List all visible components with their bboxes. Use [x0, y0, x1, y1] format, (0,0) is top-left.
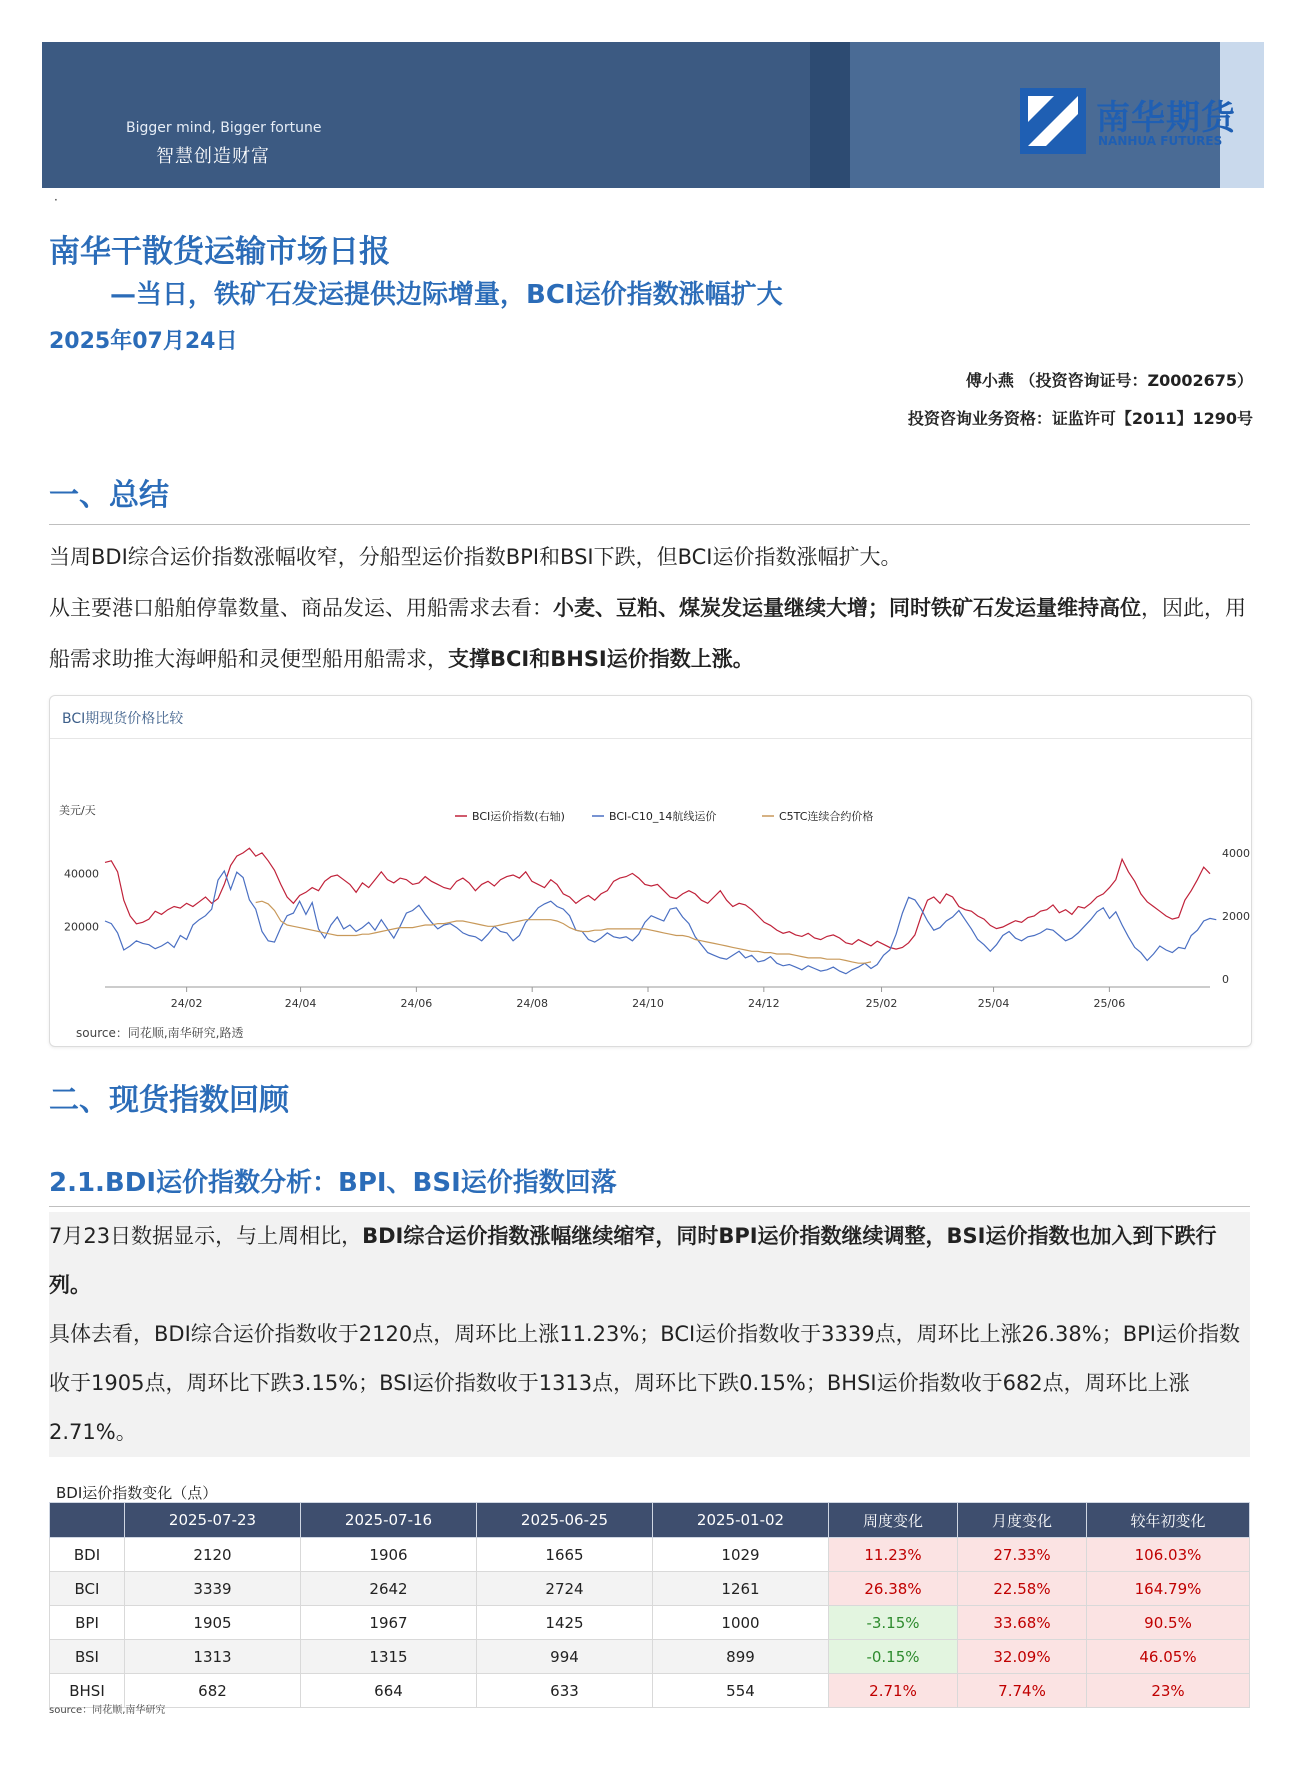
x-tick-label: 25/06 — [1093, 997, 1126, 1010]
table-cell: 664 — [301, 1674, 477, 1708]
chart-source: source：同花顺,南华研究,路透 — [76, 1026, 244, 1040]
summary-emphasis: 支撑BCI和BHSI运价指数上涨。 — [448, 647, 754, 671]
change-cell: 90.5% — [1087, 1606, 1250, 1640]
table-row — [50, 1606, 1250, 1640]
table-row — [50, 1572, 1250, 1606]
table-cell: 1029 — [653, 1538, 829, 1572]
row-label: BDI — [50, 1538, 125, 1572]
report-subtitle: —当日，铁矿石发运提供边际增量，BCI运价指数涨幅扩大 — [110, 280, 783, 310]
nanhua-logo-icon — [1020, 88, 1086, 154]
summary-text: ，因此，用船需求助推大海岬船和灵便型船用船需求， — [49, 596, 1246, 671]
table-cell: 1313 — [125, 1640, 301, 1674]
company-logo — [1020, 86, 1236, 156]
table-title: BDI运价指数变化（点） — [56, 1484, 218, 1502]
y-tick-label: 20000 — [64, 920, 99, 934]
table-cell: 1665 — [477, 1538, 653, 1572]
slogan-english: Bigger mind, Bigger fortune — [126, 120, 322, 136]
x-tick-label: 24/02 — [170, 997, 203, 1010]
row-label: BPI — [50, 1606, 125, 1640]
divider — [49, 524, 1250, 525]
author-info: 傅小燕 （投资咨询证号：Z0002675） — [965, 371, 1253, 390]
change-cell: 27.33% — [958, 1538, 1087, 1572]
section-heading-summary: 一、总结 — [49, 478, 169, 513]
change-cell: 32.09% — [958, 1640, 1087, 1674]
change-cell: 106.03% — [1087, 1538, 1250, 1572]
table-cell: 994 — [477, 1640, 653, 1674]
table-header-cell: 2025-07-16 — [301, 1503, 477, 1538]
table-header-cell: 月度变化 — [958, 1503, 1087, 1538]
x-tick-label: 24/06 — [400, 997, 433, 1010]
table-cell: 2724 — [477, 1572, 653, 1606]
logo-text-chinese: 南华期货 — [1096, 98, 1236, 138]
chart-panel-title: BCI期现货价格比较 — [62, 711, 184, 727]
change-cell: 33.68% — [958, 1606, 1087, 1640]
section-heading-spot-review: 二、现货指数回顾 — [49, 1083, 289, 1118]
change-cell: 2.71% — [829, 1674, 958, 1708]
summary-emphasis: 小麦、豆粕、煤炭发运量继续大增；同时铁矿石发运量维持高位 — [553, 596, 1141, 620]
table-header-cell: 2025-01-02 — [653, 1503, 829, 1538]
banner-stripe — [810, 42, 850, 188]
series-line — [256, 901, 871, 963]
table-cell: 899 — [653, 1640, 829, 1674]
logo-text-english: NANHUA FUTURES — [1098, 134, 1223, 148]
y2-tick-label: 4000 — [1222, 846, 1250, 860]
summary-line-1: 当周BDI综合运价指数涨幅收窄，分船型运价指数BPI和BSI下跌，但BCI运价指数涨幅扩大。 — [49, 545, 902, 569]
table-header-cell: 较年初变化 — [1087, 1503, 1250, 1538]
change-cell: 164.79% — [1087, 1572, 1250, 1606]
bdi-analysis-paragraph-2: 具体去看，BDI综合运价指数收于2120点，周环比上涨11.23%；BCI运价指数收于3339点，周环比上涨26.38%；BPI运价指数收于1905点，周环比下跌3.15%；BSI运价指数收于1313点，周环比下跌0.15%；BHSI运价指数收于682点，周环比上涨2.71%。 — [49, 1310, 1250, 1457]
table-cell: 3339 — [125, 1572, 301, 1606]
row-label: BSI — [50, 1640, 125, 1674]
table-header-cell — [50, 1503, 125, 1538]
bdi-index-table — [49, 1502, 1250, 1708]
table-cell: 682 — [125, 1674, 301, 1708]
table-cell: 2642 — [301, 1572, 477, 1606]
row-label: BHSI — [50, 1674, 125, 1708]
bci-line-chart — [50, 739, 1251, 1024]
table-row — [50, 1538, 1250, 1572]
table-header-cell: 2025-07-23 — [125, 1503, 301, 1538]
summary-paragraph — [49, 532, 1250, 685]
x-tick-label: 24/10 — [632, 997, 664, 1010]
table-source: source：同花顺,南华研究 — [49, 1705, 166, 1716]
table-cell: 1000 — [653, 1606, 829, 1640]
legend-label: C5TC连续合约价格 — [779, 810, 874, 823]
table-row — [50, 1674, 1250, 1708]
report-date: 2025年07月24日 — [49, 329, 238, 354]
summary-line-2 — [49, 583, 1250, 685]
y2-tick-label: 2000 — [1222, 909, 1250, 923]
change-cell: 23% — [1087, 1674, 1250, 1708]
table-cell: 2120 — [125, 1538, 301, 1572]
table-header-cell: 2025-06-25 — [477, 1503, 653, 1538]
change-cell: 11.23% — [829, 1538, 958, 1572]
analysis-text: 7月23日数据显示，与上周相比， — [49, 1224, 363, 1248]
series-line — [105, 848, 1210, 949]
sub-heading-bdi-analysis: 2.1.BDI运价指数分析：BPI、BSI运价指数回落 — [49, 1168, 617, 1198]
x-tick-label: 24/08 — [516, 997, 549, 1010]
legend-label: BCI-C10_14航线运价 — [609, 810, 717, 823]
slogan-chinese: 智慧创造财富 — [156, 146, 270, 167]
legend-label: BCI运价指数(右轴) — [472, 810, 565, 823]
bci-chart-panel — [49, 695, 1252, 1047]
bdi-analysis-paragraph-1 — [49, 1212, 1250, 1310]
y2-tick-label: 0 — [1222, 973, 1229, 986]
table-cell: 1425 — [477, 1606, 653, 1640]
x-tick-label: 25/04 — [977, 997, 1010, 1010]
table-header-row — [50, 1503, 1250, 1538]
change-cell: 7.74% — [958, 1674, 1087, 1708]
table-row — [50, 1640, 1250, 1674]
report-title: 南华干散货运输市场日报 — [49, 234, 390, 270]
bullet-dot: · — [54, 193, 58, 207]
y-tick-label: 40000 — [64, 867, 99, 881]
table-cell: 1905 — [125, 1606, 301, 1640]
change-cell: -0.15% — [829, 1640, 958, 1674]
change-cell: 46.05% — [1087, 1640, 1250, 1674]
divider — [49, 1206, 1250, 1207]
table-cell: 633 — [477, 1674, 653, 1708]
table-cell: 554 — [653, 1674, 829, 1708]
x-tick-label: 25/02 — [865, 997, 898, 1010]
summary-text: 从主要港口船舶停靠数量、商品发运、用船需求去看： — [49, 596, 553, 620]
x-tick-label: 24/04 — [284, 997, 317, 1010]
change-cell: 22.58% — [958, 1572, 1087, 1606]
x-tick-label: 24/12 — [747, 997, 780, 1010]
change-cell: -3.15% — [829, 1606, 958, 1640]
table-header-cell: 周度变化 — [829, 1503, 958, 1538]
table-cell: 1315 — [301, 1640, 477, 1674]
analysis-emphasis: BDI综合运价指数涨幅继续缩窄，同时BPI运价指数继续调整，BSI运价指数也加入到下跌行列。 — [49, 1224, 1217, 1297]
table-cell: 1906 — [301, 1538, 477, 1572]
change-cell: 26.38% — [829, 1572, 958, 1606]
row-label: BCI — [50, 1572, 125, 1606]
table-cell: 1967 — [301, 1606, 477, 1640]
license-info: 投资咨询业务资格：证监许可【2011】1290号 — [907, 409, 1253, 428]
table-cell: 1261 — [653, 1572, 829, 1606]
series-line — [105, 871, 1216, 974]
y-axis-label: 美元/天 — [59, 804, 96, 817]
